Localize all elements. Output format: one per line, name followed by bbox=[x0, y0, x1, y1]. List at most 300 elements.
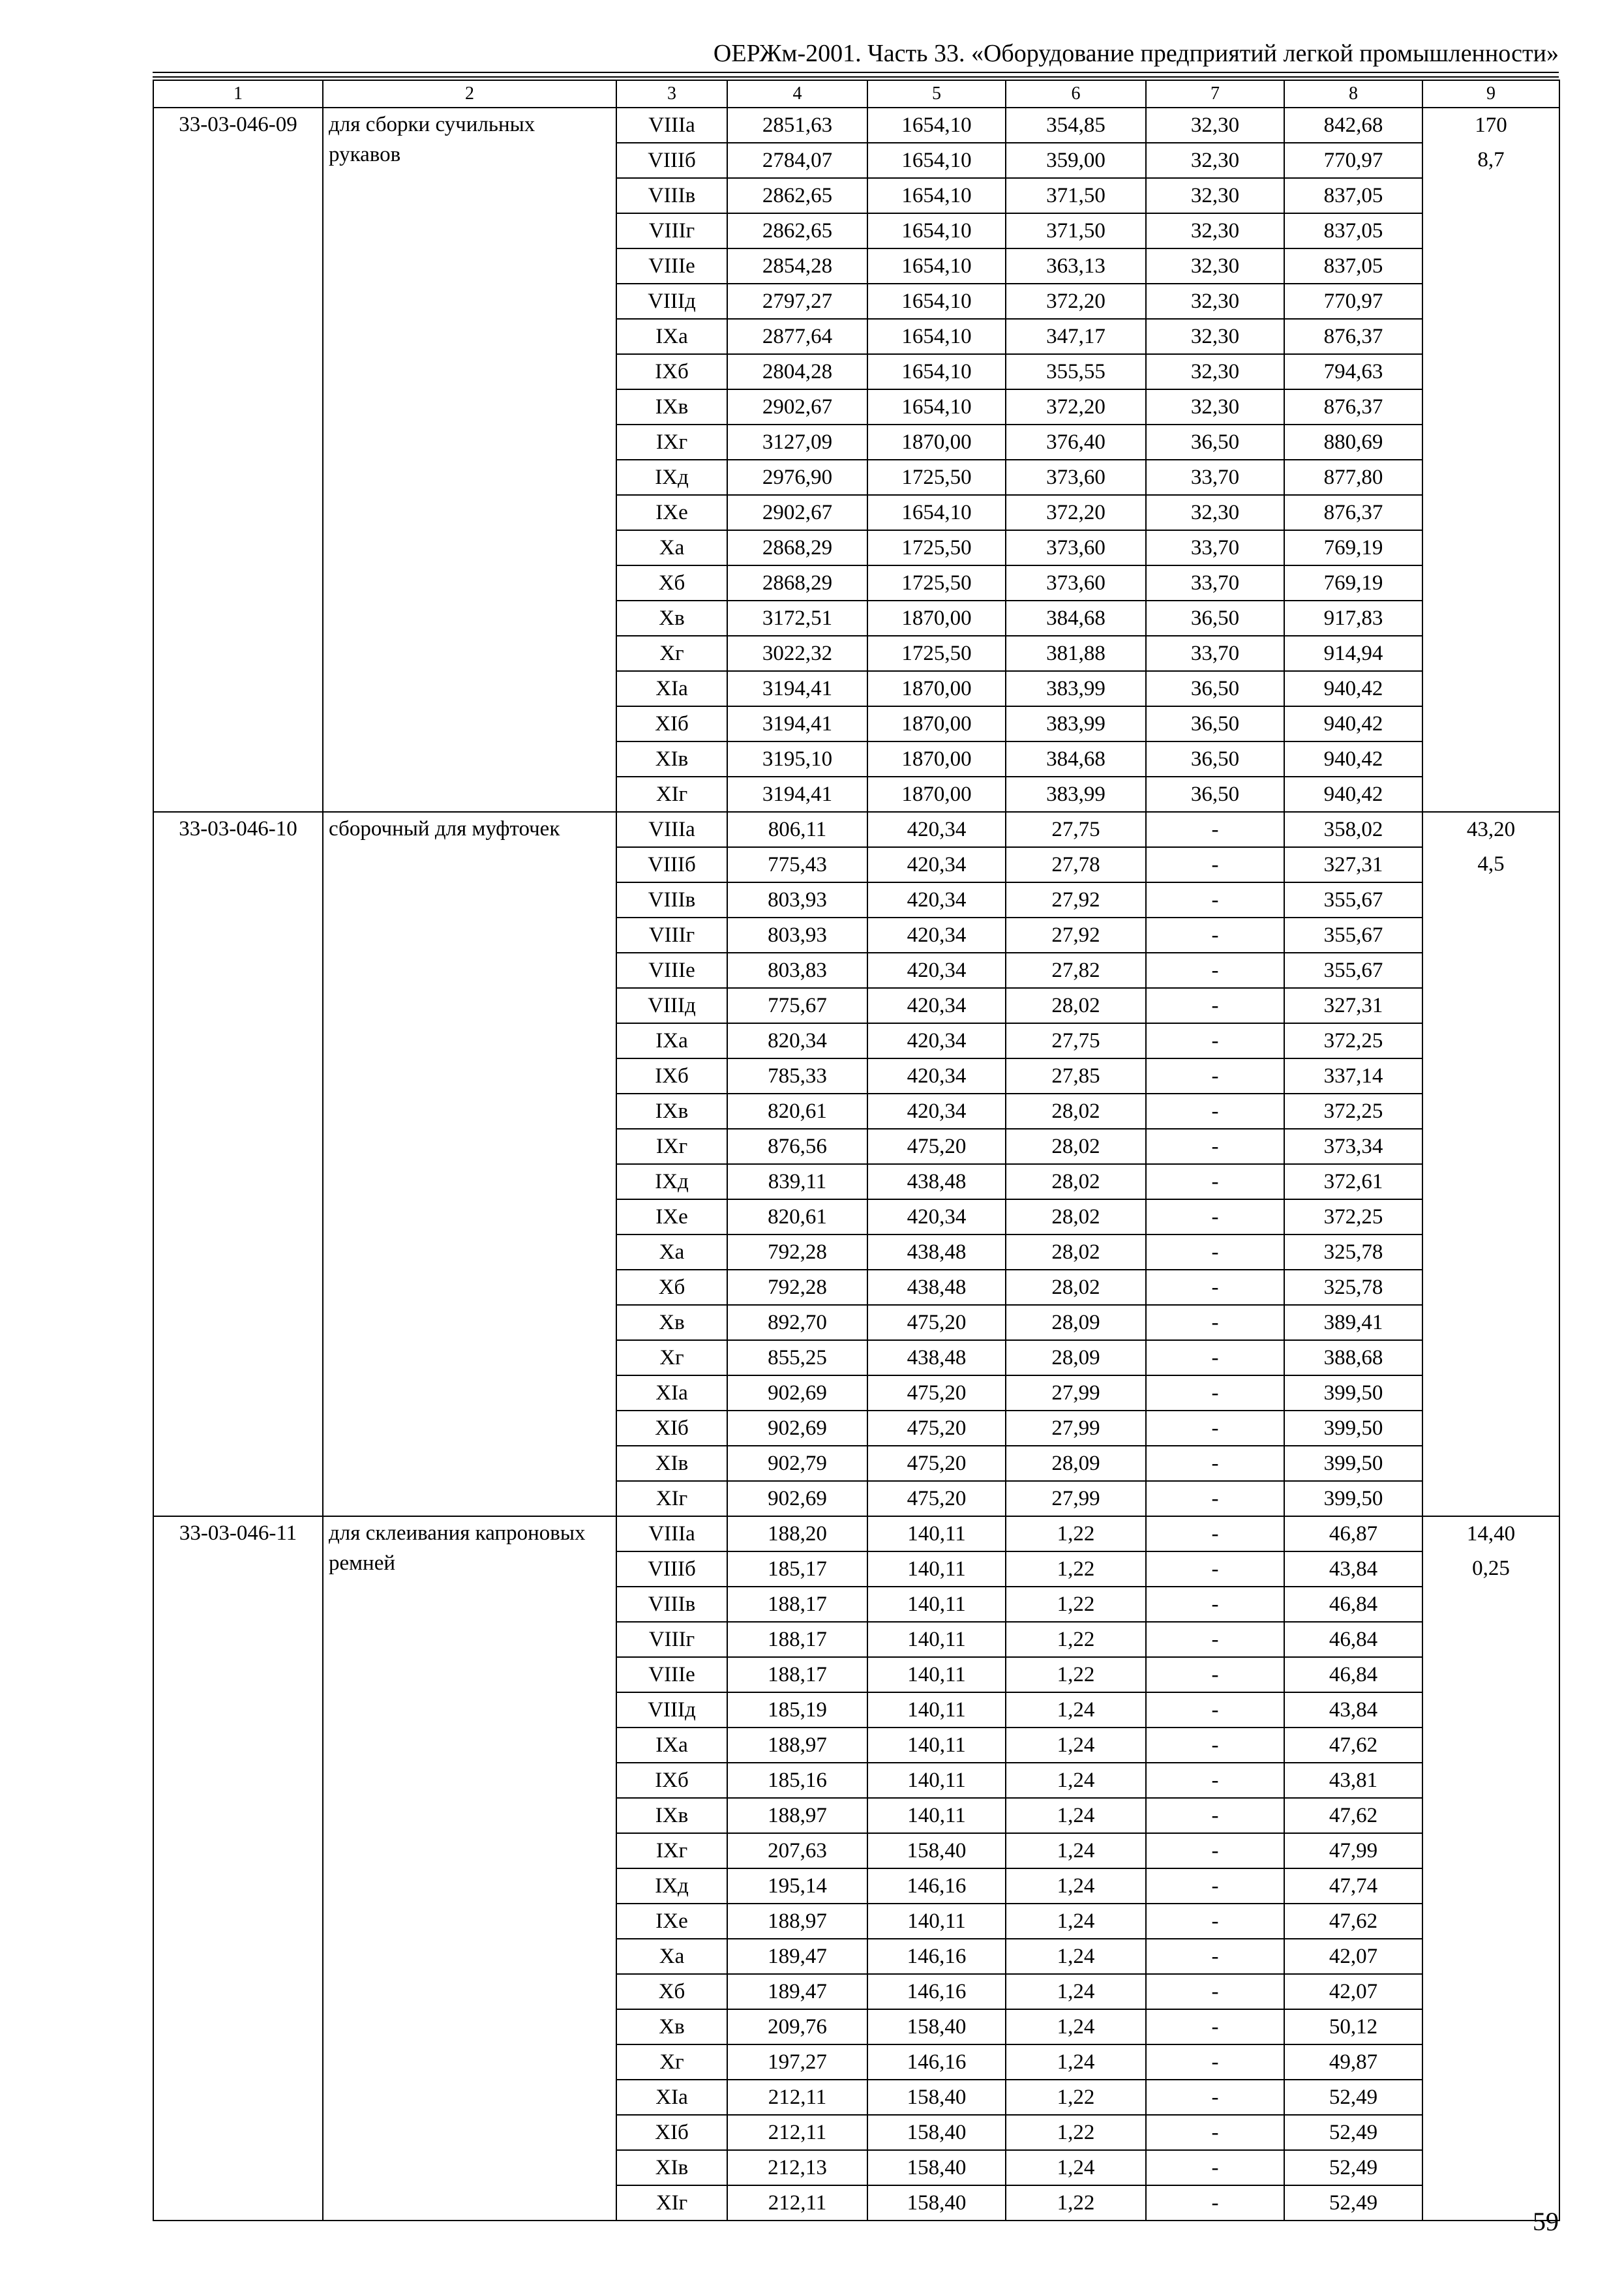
machine-cost-cell: 372,20 bbox=[1006, 389, 1146, 425]
operator-wage-cell: 32,30 bbox=[1146, 213, 1284, 248]
labor-cost-cell: 1654,10 bbox=[867, 213, 1006, 248]
labor-cost-cell: 146,16 bbox=[867, 2044, 1006, 2080]
materials-cost-cell: 325,78 bbox=[1284, 1234, 1422, 1270]
materials-cost-cell: 837,05 bbox=[1284, 213, 1422, 248]
materials-cost-cell: 372,25 bbox=[1284, 1199, 1422, 1234]
rate-code-cell: 33-03-046-11 bbox=[153, 1516, 323, 2221]
operator-wage-cell: 32,30 bbox=[1146, 354, 1284, 389]
labor-cost-cell: 475,20 bbox=[867, 1375, 1006, 1411]
machine-cost-cell: 28,02 bbox=[1006, 988, 1146, 1023]
labor-cost-cell: 420,34 bbox=[867, 847, 1006, 882]
category-cell: Xа bbox=[616, 530, 727, 565]
total-cost-cell: 2976,90 bbox=[727, 460, 867, 495]
labor-cost-cell: 1725,50 bbox=[867, 460, 1006, 495]
materials-cost-cell: 914,94 bbox=[1284, 636, 1422, 671]
operator-wage-cell: - bbox=[1146, 1199, 1284, 1234]
labor-cost-cell: 420,34 bbox=[867, 918, 1006, 953]
operator-wage-cell: 36,50 bbox=[1146, 741, 1284, 777]
labor-cost-cell: 1870,00 bbox=[867, 601, 1006, 636]
category-cell: IXв bbox=[616, 1798, 727, 1833]
operator-wage-cell: - bbox=[1146, 1587, 1284, 1622]
operator-wage-cell: - bbox=[1146, 1939, 1284, 1974]
category-cell: IXд bbox=[616, 460, 727, 495]
materials-cost-cell: 47,62 bbox=[1284, 1798, 1422, 1833]
machine-cost-cell: 373,60 bbox=[1006, 530, 1146, 565]
resources-cell bbox=[1422, 812, 1559, 1516]
materials-cost-cell: 47,99 bbox=[1284, 1833, 1422, 1868]
materials-cost-cell: 940,42 bbox=[1284, 671, 1422, 706]
operator-wage-cell: - bbox=[1146, 1692, 1284, 1728]
materials-cost-cell: 46,84 bbox=[1284, 1587, 1422, 1622]
category-cell: VIIIе bbox=[616, 953, 727, 988]
materials-cost-cell: 399,50 bbox=[1284, 1481, 1422, 1516]
operator-wage-cell: 32,30 bbox=[1146, 178, 1284, 213]
operator-wage-cell: - bbox=[1146, 1411, 1284, 1446]
labor-cost-cell: 420,34 bbox=[867, 953, 1006, 988]
machine-cost-cell: 1,22 bbox=[1006, 1657, 1146, 1692]
total-cost-cell: 855,25 bbox=[727, 1340, 867, 1375]
machine-cost-cell: 354,85 bbox=[1006, 108, 1146, 143]
total-cost-cell: 188,97 bbox=[727, 1904, 867, 1939]
materials-cost-cell: 399,50 bbox=[1284, 1446, 1422, 1481]
labor-cost-cell: 140,11 bbox=[867, 1763, 1006, 1798]
machine-cost-cell: 372,20 bbox=[1006, 284, 1146, 319]
category-cell: VIIIб bbox=[616, 1551, 727, 1587]
column-number: 2 bbox=[323, 80, 616, 108]
operator-wage-cell: - bbox=[1146, 882, 1284, 918]
machine-cost-cell: 371,50 bbox=[1006, 178, 1146, 213]
labor-cost-cell: 1725,50 bbox=[867, 530, 1006, 565]
materials-cost-cell: 355,67 bbox=[1284, 953, 1422, 988]
labor-cost-cell: 420,34 bbox=[867, 1023, 1006, 1058]
operator-wage-cell: - bbox=[1146, 1622, 1284, 1657]
total-cost-cell: 188,17 bbox=[727, 1587, 867, 1622]
machine-cost-cell: 383,99 bbox=[1006, 706, 1146, 741]
operator-wage-cell: 32,30 bbox=[1146, 143, 1284, 178]
category-cell: VIIIв bbox=[616, 178, 727, 213]
rates-table bbox=[153, 80, 1560, 2221]
category-cell: IXв bbox=[616, 1094, 727, 1129]
machine-cost-cell: 1,22 bbox=[1006, 1587, 1146, 1622]
category-cell: VIIIв bbox=[616, 1587, 727, 1622]
column-number: 4 bbox=[727, 80, 867, 108]
labor-cost-cell: 1654,10 bbox=[867, 108, 1006, 143]
category-cell: XIв bbox=[616, 1446, 727, 1481]
total-cost-cell: 189,47 bbox=[727, 1974, 867, 2009]
category-cell: IXд bbox=[616, 1868, 727, 1904]
operator-wage-cell: - bbox=[1146, 1974, 1284, 2009]
materials-cost-cell: 372,61 bbox=[1284, 1164, 1422, 1199]
labor-cost-cell: 420,34 bbox=[867, 812, 1006, 847]
resource-value: 14,40 bbox=[1466, 1522, 1516, 1546]
table-row bbox=[153, 812, 1559, 847]
category-cell: IXб bbox=[616, 1058, 727, 1094]
materials-cost-cell: 399,50 bbox=[1284, 1411, 1422, 1446]
operator-wage-cell: 32,30 bbox=[1146, 108, 1284, 143]
category-cell: IXа bbox=[616, 319, 727, 354]
labor-cost-cell: 158,40 bbox=[867, 2115, 1006, 2150]
total-cost-cell: 2797,27 bbox=[727, 284, 867, 319]
labor-cost-cell: 158,40 bbox=[867, 2150, 1006, 2185]
operator-wage-cell: - bbox=[1146, 1904, 1284, 1939]
machine-cost-cell: 384,68 bbox=[1006, 601, 1146, 636]
materials-cost-cell: 49,87 bbox=[1284, 2044, 1422, 2080]
category-cell: Xг bbox=[616, 2044, 727, 2080]
materials-cost-cell: 399,50 bbox=[1284, 1375, 1422, 1411]
machine-cost-cell: 1,24 bbox=[1006, 2044, 1146, 2080]
total-cost-cell: 2877,64 bbox=[727, 319, 867, 354]
operator-wage-cell: 32,30 bbox=[1146, 389, 1284, 425]
machine-cost-cell: 28,09 bbox=[1006, 1340, 1146, 1375]
operator-wage-cell: - bbox=[1146, 1058, 1284, 1094]
category-cell: Xб bbox=[616, 565, 727, 601]
header-rule-double bbox=[153, 76, 1559, 78]
category-cell: VIIIб bbox=[616, 847, 727, 882]
machine-cost-cell: 1,24 bbox=[1006, 1833, 1146, 1868]
materials-cost-cell: 358,02 bbox=[1284, 812, 1422, 847]
total-cost-cell: 775,43 bbox=[727, 847, 867, 882]
total-cost-cell: 792,28 bbox=[727, 1270, 867, 1305]
machine-cost-cell: 27,75 bbox=[1006, 812, 1146, 847]
labor-cost-cell: 1725,50 bbox=[867, 636, 1006, 671]
category-cell: VIIIе bbox=[616, 1657, 727, 1692]
labor-cost-cell: 1654,10 bbox=[867, 143, 1006, 178]
total-cost-cell: 892,70 bbox=[727, 1305, 867, 1340]
machine-cost-cell: 355,55 bbox=[1006, 354, 1146, 389]
machine-cost-cell: 28,02 bbox=[1006, 1199, 1146, 1234]
machine-cost-cell: 384,68 bbox=[1006, 741, 1146, 777]
total-cost-cell: 3127,09 bbox=[727, 425, 867, 460]
machine-cost-cell: 1,24 bbox=[1006, 1692, 1146, 1728]
materials-cost-cell: 327,31 bbox=[1284, 988, 1422, 1023]
machine-cost-cell: 1,24 bbox=[1006, 1904, 1146, 1939]
operator-wage-cell: - bbox=[1146, 1868, 1284, 1904]
labor-cost-cell: 420,34 bbox=[867, 988, 1006, 1023]
materials-cost-cell: 940,42 bbox=[1284, 706, 1422, 741]
materials-cost-cell: 46,84 bbox=[1284, 1657, 1422, 1692]
operator-wage-cell: - bbox=[1146, 2080, 1284, 2115]
operator-wage-cell: - bbox=[1146, 812, 1284, 847]
machine-cost-cell: 1,24 bbox=[1006, 1939, 1146, 1974]
materials-cost-cell: 43,84 bbox=[1284, 1692, 1422, 1728]
total-cost-cell: 902,69 bbox=[727, 1411, 867, 1446]
materials-cost-cell: 877,80 bbox=[1284, 460, 1422, 495]
machine-cost-cell: 27,99 bbox=[1006, 1375, 1146, 1411]
total-cost-cell: 792,28 bbox=[727, 1234, 867, 1270]
labor-cost-cell: 420,34 bbox=[867, 1094, 1006, 1129]
labor-cost-cell: 1654,10 bbox=[867, 178, 1006, 213]
labor-cost-cell: 1870,00 bbox=[867, 741, 1006, 777]
total-cost-cell: 902,69 bbox=[727, 1481, 867, 1516]
labor-cost-cell: 1654,10 bbox=[867, 495, 1006, 530]
labor-cost-cell: 1870,00 bbox=[867, 706, 1006, 741]
materials-cost-cell: 337,14 bbox=[1284, 1058, 1422, 1094]
materials-cost-cell: 46,87 bbox=[1284, 1516, 1422, 1551]
machine-cost-cell: 28,02 bbox=[1006, 1164, 1146, 1199]
total-cost-cell: 188,97 bbox=[727, 1798, 867, 1833]
total-cost-cell: 188,20 bbox=[727, 1516, 867, 1551]
operator-wage-cell: 32,30 bbox=[1146, 319, 1284, 354]
materials-cost-cell: 389,41 bbox=[1284, 1305, 1422, 1340]
category-cell: XIб bbox=[616, 2115, 727, 2150]
category-cell: XIа bbox=[616, 2080, 727, 2115]
category-cell: Xб bbox=[616, 1974, 727, 2009]
materials-cost-cell: 52,49 bbox=[1284, 2185, 1422, 2221]
category-cell: XIб bbox=[616, 706, 727, 741]
machine-cost-cell: 1,24 bbox=[1006, 2009, 1146, 2044]
labor-cost-cell: 475,20 bbox=[867, 1129, 1006, 1164]
machine-cost-cell: 359,00 bbox=[1006, 143, 1146, 178]
labor-cost-cell: 140,11 bbox=[867, 1692, 1006, 1728]
total-cost-cell: 785,33 bbox=[727, 1058, 867, 1094]
materials-cost-cell: 770,97 bbox=[1284, 143, 1422, 178]
table-row bbox=[153, 1516, 1559, 1551]
machine-cost-cell: 1,22 bbox=[1006, 1551, 1146, 1587]
operator-wage-cell: - bbox=[1146, 2185, 1284, 2221]
materials-cost-cell: 50,12 bbox=[1284, 2009, 1422, 2044]
operator-wage-cell: - bbox=[1146, 988, 1284, 1023]
category-cell: XIа bbox=[616, 1375, 727, 1411]
table-row bbox=[153, 108, 1559, 143]
total-cost-cell: 839,11 bbox=[727, 1164, 867, 1199]
machine-cost-cell: 28,02 bbox=[1006, 1270, 1146, 1305]
resources-cell bbox=[1422, 108, 1559, 812]
materials-cost-cell: 876,37 bbox=[1284, 319, 1422, 354]
total-cost-cell: 2902,67 bbox=[727, 495, 867, 530]
labor-cost-cell: 140,11 bbox=[867, 1516, 1006, 1551]
materials-cost-cell: 940,42 bbox=[1284, 741, 1422, 777]
category-cell: Xг bbox=[616, 636, 727, 671]
total-cost-cell: 3172,51 bbox=[727, 601, 867, 636]
total-cost-cell: 902,69 bbox=[727, 1375, 867, 1411]
total-cost-cell: 803,93 bbox=[727, 882, 867, 918]
operator-wage-cell: - bbox=[1146, 1763, 1284, 1798]
category-cell: IXд bbox=[616, 1164, 727, 1199]
column-numbers-row bbox=[153, 80, 1559, 108]
labor-cost-cell: 475,20 bbox=[867, 1481, 1006, 1516]
operator-wage-cell: 32,30 bbox=[1146, 495, 1284, 530]
column-number: 7 bbox=[1146, 80, 1284, 108]
category-cell: IXе bbox=[616, 1199, 727, 1234]
total-cost-cell: 2854,28 bbox=[727, 248, 867, 284]
total-cost-cell: 902,79 bbox=[727, 1446, 867, 1481]
operator-wage-cell: - bbox=[1146, 2044, 1284, 2080]
category-cell: Xб bbox=[616, 1270, 727, 1305]
materials-cost-cell: 47,74 bbox=[1284, 1868, 1422, 1904]
operator-wage-cell: - bbox=[1146, 1551, 1284, 1587]
machine-cost-cell: 1,24 bbox=[1006, 1974, 1146, 2009]
resources-cell bbox=[1422, 1516, 1559, 2221]
category-cell: Xв bbox=[616, 1305, 727, 1340]
machine-cost-cell: 1,22 bbox=[1006, 2185, 1146, 2221]
labor-cost-cell: 140,11 bbox=[867, 1587, 1006, 1622]
materials-cost-cell: 917,83 bbox=[1284, 601, 1422, 636]
machine-cost-cell: 27,92 bbox=[1006, 882, 1146, 918]
rate-name-cell: для сборки сучильных рукавов bbox=[323, 108, 616, 812]
machine-cost-cell: 1,24 bbox=[1006, 1868, 1146, 1904]
category-cell: Xв bbox=[616, 601, 727, 636]
operator-wage-cell: - bbox=[1146, 1164, 1284, 1199]
total-cost-cell: 2902,67 bbox=[727, 389, 867, 425]
materials-cost-cell: 42,07 bbox=[1284, 1974, 1422, 2009]
category-cell: IXе bbox=[616, 495, 727, 530]
materials-cost-cell: 769,19 bbox=[1284, 530, 1422, 565]
category-cell: VIIIг bbox=[616, 1622, 727, 1657]
labor-cost-cell: 140,11 bbox=[867, 1622, 1006, 1657]
total-cost-cell: 185,17 bbox=[727, 1551, 867, 1587]
labor-cost-cell: 1725,50 bbox=[867, 565, 1006, 601]
operator-wage-cell: - bbox=[1146, 1728, 1284, 1763]
materials-cost-cell: 837,05 bbox=[1284, 178, 1422, 213]
machine-cost-cell: 27,75 bbox=[1006, 1023, 1146, 1058]
total-cost-cell: 212,11 bbox=[727, 2185, 867, 2221]
operator-wage-cell: - bbox=[1146, 1481, 1284, 1516]
operator-wage-cell: - bbox=[1146, 953, 1284, 988]
total-cost-cell: 876,56 bbox=[727, 1129, 867, 1164]
labor-cost-cell: 1654,10 bbox=[867, 354, 1006, 389]
operator-wage-cell: 36,50 bbox=[1146, 671, 1284, 706]
category-cell: XIв bbox=[616, 741, 727, 777]
labor-cost-cell: 438,48 bbox=[867, 1164, 1006, 1199]
machine-cost-cell: 27,99 bbox=[1006, 1411, 1146, 1446]
materials-cost-cell: 880,69 bbox=[1284, 425, 1422, 460]
labor-cost-cell: 1654,10 bbox=[867, 248, 1006, 284]
labor-cost-cell: 438,48 bbox=[867, 1340, 1006, 1375]
machine-cost-cell: 27,82 bbox=[1006, 953, 1146, 988]
resource-value: 8,7 bbox=[1477, 148, 1505, 172]
operator-wage-cell: - bbox=[1146, 1833, 1284, 1868]
total-cost-cell: 212,13 bbox=[727, 2150, 867, 2185]
category-cell: Xг bbox=[616, 1340, 727, 1375]
column-number: 8 bbox=[1284, 80, 1422, 108]
category-cell: VIIIа bbox=[616, 812, 727, 847]
labor-cost-cell: 420,34 bbox=[867, 882, 1006, 918]
column-number: 1 bbox=[153, 80, 323, 108]
operator-wage-cell: 33,70 bbox=[1146, 565, 1284, 601]
materials-cost-cell: 42,07 bbox=[1284, 1939, 1422, 1974]
machine-cost-cell: 1,22 bbox=[1006, 1516, 1146, 1551]
materials-cost-cell: 52,49 bbox=[1284, 2080, 1422, 2115]
labor-cost-cell: 140,11 bbox=[867, 1904, 1006, 1939]
labor-cost-cell: 158,40 bbox=[867, 1833, 1006, 1868]
operator-wage-cell: - bbox=[1146, 1094, 1284, 1129]
labor-cost-cell: 146,16 bbox=[867, 1868, 1006, 1904]
operator-wage-cell: 32,30 bbox=[1146, 284, 1284, 319]
machine-cost-cell: 28,09 bbox=[1006, 1446, 1146, 1481]
operator-wage-cell: - bbox=[1146, 1340, 1284, 1375]
labor-cost-cell: 158,40 bbox=[867, 2080, 1006, 2115]
operator-wage-cell: 33,70 bbox=[1146, 530, 1284, 565]
column-number: 3 bbox=[616, 80, 727, 108]
materials-cost-cell: 372,25 bbox=[1284, 1094, 1422, 1129]
machine-cost-cell: 1,24 bbox=[1006, 1728, 1146, 1763]
operator-wage-cell: - bbox=[1146, 1657, 1284, 1692]
materials-cost-cell: 769,19 bbox=[1284, 565, 1422, 601]
total-cost-cell: 2804,28 bbox=[727, 354, 867, 389]
total-cost-cell: 775,67 bbox=[727, 988, 867, 1023]
labor-cost-cell: 1870,00 bbox=[867, 777, 1006, 812]
category-cell: VIIIе bbox=[616, 248, 727, 284]
operator-wage-cell: - bbox=[1146, 1270, 1284, 1305]
operator-wage-cell: - bbox=[1146, 1375, 1284, 1411]
total-cost-cell: 820,61 bbox=[727, 1199, 867, 1234]
machine-cost-cell: 28,02 bbox=[1006, 1129, 1146, 1164]
machine-cost-cell: 381,88 bbox=[1006, 636, 1146, 671]
labor-cost-cell: 140,11 bbox=[867, 1657, 1006, 1692]
machine-cost-cell: 373,60 bbox=[1006, 460, 1146, 495]
materials-cost-cell: 355,67 bbox=[1284, 882, 1422, 918]
category-cell: XIв bbox=[616, 2150, 727, 2185]
materials-cost-cell: 52,49 bbox=[1284, 2150, 1422, 2185]
category-cell: VIIIа bbox=[616, 1516, 727, 1551]
labor-cost-cell: 1870,00 bbox=[867, 671, 1006, 706]
category-cell: IXг bbox=[616, 425, 727, 460]
total-cost-cell: 2868,29 bbox=[727, 530, 867, 565]
resource-value: 43,20 bbox=[1466, 818, 1516, 841]
total-cost-cell: 3194,41 bbox=[727, 706, 867, 741]
labor-cost-cell: 475,20 bbox=[867, 1305, 1006, 1340]
materials-cost-cell: 837,05 bbox=[1284, 248, 1422, 284]
category-cell: Xа bbox=[616, 1234, 727, 1270]
resource-value: 170 bbox=[1475, 113, 1507, 137]
materials-cost-cell: 47,62 bbox=[1284, 1904, 1422, 1939]
category-cell: IXа bbox=[616, 1023, 727, 1058]
labor-cost-cell: 1654,10 bbox=[867, 284, 1006, 319]
total-cost-cell: 2862,65 bbox=[727, 178, 867, 213]
labor-cost-cell: 146,16 bbox=[867, 1939, 1006, 1974]
total-cost-cell: 2851,63 bbox=[727, 108, 867, 143]
category-cell: IXг bbox=[616, 1833, 727, 1868]
operator-wage-cell: - bbox=[1146, 1798, 1284, 1833]
page-number: 59 bbox=[1533, 2207, 1559, 2236]
resource-value: 4,5 bbox=[1477, 852, 1505, 876]
total-cost-cell: 195,14 bbox=[727, 1868, 867, 1904]
materials-cost-cell: 46,84 bbox=[1284, 1622, 1422, 1657]
machine-cost-cell: 1,22 bbox=[1006, 2080, 1146, 2115]
labor-cost-cell: 158,40 bbox=[867, 2009, 1006, 2044]
total-cost-cell: 2784,07 bbox=[727, 143, 867, 178]
labor-cost-cell: 1654,10 bbox=[867, 319, 1006, 354]
operator-wage-cell: - bbox=[1146, 1305, 1284, 1340]
total-cost-cell: 803,93 bbox=[727, 918, 867, 953]
category-cell: IXб bbox=[616, 354, 727, 389]
materials-cost-cell: 770,97 bbox=[1284, 284, 1422, 319]
total-cost-cell: 197,27 bbox=[727, 2044, 867, 2080]
machine-cost-cell: 27,78 bbox=[1006, 847, 1146, 882]
rate-name-cell: сборочный для муфточек bbox=[323, 812, 616, 1516]
materials-cost-cell: 794,63 bbox=[1284, 354, 1422, 389]
operator-wage-cell: - bbox=[1146, 918, 1284, 953]
total-cost-cell: 2862,65 bbox=[727, 213, 867, 248]
labor-cost-cell: 1870,00 bbox=[867, 425, 1006, 460]
materials-cost-cell: 325,78 bbox=[1284, 1270, 1422, 1305]
category-cell: XIг bbox=[616, 2185, 727, 2221]
total-cost-cell: 212,11 bbox=[727, 2115, 867, 2150]
materials-cost-cell: 327,31 bbox=[1284, 847, 1422, 882]
operator-wage-cell: 32,30 bbox=[1146, 248, 1284, 284]
category-cell: Xа bbox=[616, 1939, 727, 1974]
rate-name-cell: для склеивания капроновых ремней bbox=[323, 1516, 616, 2221]
total-cost-cell: 212,11 bbox=[727, 2080, 867, 2115]
labor-cost-cell: 1654,10 bbox=[867, 389, 1006, 425]
category-cell: IXб bbox=[616, 1763, 727, 1798]
column-number: 6 bbox=[1006, 80, 1146, 108]
operator-wage-cell: - bbox=[1146, 1234, 1284, 1270]
machine-cost-cell: 383,99 bbox=[1006, 671, 1146, 706]
materials-cost-cell: 47,62 bbox=[1284, 1728, 1422, 1763]
operator-wage-cell: - bbox=[1146, 2115, 1284, 2150]
operator-wage-cell: - bbox=[1146, 2150, 1284, 2185]
